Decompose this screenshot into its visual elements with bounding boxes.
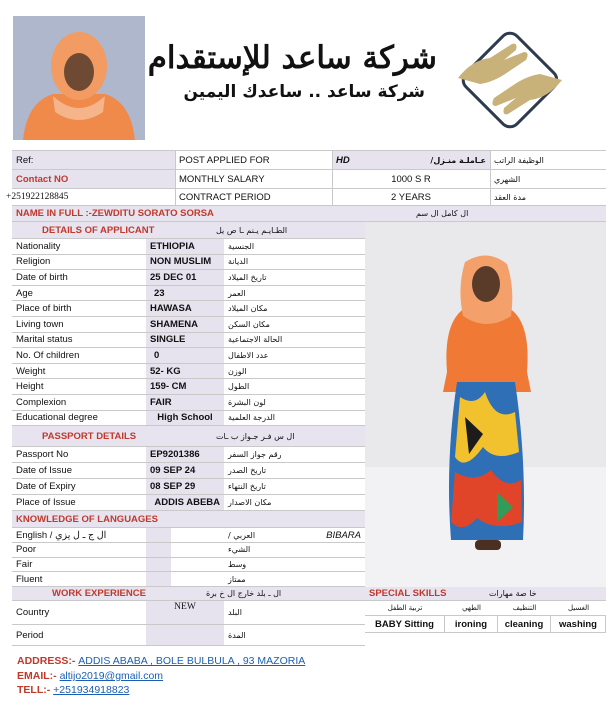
skill-ar-label: التنظيف <box>512 604 537 612</box>
passport-label: Date of Issue <box>16 465 72 476</box>
info-row-contract <box>6 189 606 206</box>
details-title-row <box>12 222 365 239</box>
work-title-ar: ال ـ بلد خارج ال خ برة <box>206 589 282 598</box>
passport-ar-label: رقم جواز السفر <box>228 450 282 459</box>
skill-item: ironing <box>445 615 498 633</box>
tel-value[interactable]: +251934918823 <box>53 684 130 696</box>
details-row <box>12 239 365 255</box>
footer-address <box>17 655 305 667</box>
passport-value: EP9201386 <box>146 447 224 462</box>
contract-label: CONTRACT PERIOD <box>179 191 271 203</box>
details-value: 0 <box>146 348 224 363</box>
details-ar-label: الطول <box>228 382 250 392</box>
details-row <box>12 333 365 349</box>
details-row <box>12 317 365 333</box>
work-country-ar: البلد <box>228 608 242 617</box>
salary-ar-label: الشهري <box>494 174 521 184</box>
post-value-ar: عـاملـة منـزل/ <box>430 155 486 165</box>
passport-label: Date of Expiry <box>16 481 76 492</box>
work-country-row <box>12 601 365 625</box>
work-country-value: NEW <box>146 601 224 624</box>
language-level-ar: وسط <box>228 560 247 570</box>
work-period-row <box>12 625 365 646</box>
details-row <box>12 286 365 302</box>
company-slogan-arabic: شركة ساعد .. ساعدك اليمين <box>183 82 425 102</box>
details-ar-label: الحالة الاجتماعية <box>228 335 283 345</box>
language-level-check <box>146 558 171 572</box>
details-row <box>12 379 365 395</box>
details-title-ar: الطـايـم يـنم ـا ص يل <box>216 225 288 235</box>
info-row-post <box>12 150 606 170</box>
post-ar-label: الوظيفة الراتب <box>494 155 544 165</box>
passport-value: 09 SEP 24 <box>146 463 224 478</box>
language-level-row <box>12 558 365 573</box>
passport-row <box>12 463 365 479</box>
details-label: Place of birth <box>16 303 72 315</box>
details-value: NON MUSLIM <box>146 255 224 270</box>
details-value: SHAMENA <box>146 317 224 332</box>
work-period-ar: المدة <box>228 630 246 640</box>
details-value: HAWASA <box>146 301 224 316</box>
details-row <box>12 301 365 317</box>
skill-ar-label: الطهي <box>462 604 481 612</box>
language-level-label: Fluent <box>16 573 43 585</box>
work-title-row <box>12 587 365 601</box>
languages-title-row <box>12 511 365 528</box>
skill-ar-label: تربية الطفل <box>387 604 423 612</box>
work-period-label: Period <box>16 629 44 641</box>
languages-title: KNOWLEDGE OF LANGUAGES <box>16 513 158 525</box>
language-row-header <box>12 528 365 543</box>
contract-value: 2 YEARS <box>391 191 431 203</box>
passport-title: PASSPORT DETAILS <box>42 430 137 442</box>
work-title: WORK EXPERIENCE <box>52 588 146 599</box>
language-level-check <box>146 572 171 586</box>
details-row <box>12 270 365 286</box>
details-label: Religion <box>16 256 51 268</box>
details-value: 25 DEC 01 <box>146 270 224 285</box>
post-value-en: HD <box>336 154 350 166</box>
details-row <box>12 255 365 271</box>
language-arabic <box>224 528 365 542</box>
details-ar-label: مكان الميلاد <box>228 304 268 314</box>
tel-label: TELL:- <box>17 684 51 696</box>
passport-row <box>12 479 365 495</box>
language-level-check <box>146 543 171 557</box>
details-ar-label: تاريخ الميلاد <box>228 272 267 282</box>
info-row-salary <box>12 170 606 189</box>
details-row <box>12 411 365 427</box>
details-label: Complexion <box>16 396 67 408</box>
work-country-label: Country <box>16 607 50 618</box>
passport-ar-label: تاريخ النتهاء <box>228 482 266 491</box>
details-ar-label: الديانة <box>228 257 249 267</box>
details-row <box>12 364 365 380</box>
details-label: Weight <box>16 365 46 377</box>
language-level-row <box>12 543 365 558</box>
passport-value: ADDIS ABEBA <box>146 495 224 510</box>
passport-title-ar: ال س فـر جـواز ب ـات <box>216 431 295 441</box>
details-row <box>12 348 365 364</box>
language-arabic-value: BIBARA <box>326 529 361 541</box>
applicant-portrait-photo <box>13 16 145 140</box>
details-ar-label: الجنسية <box>228 241 255 251</box>
details-ar-label: الوزن <box>228 366 247 376</box>
details-value: High School <box>146 411 224 426</box>
address-value: ADDIS ABABA , BOLE BULBULA , 93 MAZORIA <box>78 655 306 667</box>
ref-label: Ref: <box>12 151 175 169</box>
contract-ar-label: مدة العقد <box>494 192 526 202</box>
skill-item: BABY Sitting <box>365 615 445 633</box>
details-ar-label: مكان السكن <box>228 319 270 329</box>
email-label: EMAIL:- <box>17 670 57 682</box>
details-ar-label: عدد الاطفال <box>228 350 269 360</box>
skills-title-row <box>365 587 606 601</box>
language-level-ar: ممتاز <box>228 574 246 584</box>
language-level-row <box>12 572 365 587</box>
details-value: 52- KG <box>146 364 224 379</box>
passport-row <box>12 495 365 511</box>
hands-logo-icon <box>450 22 570 140</box>
name-row <box>12 206 606 222</box>
skill-item: washing <box>551 615 606 633</box>
applicant-full-photo <box>365 222 606 587</box>
details-ar-label: العمر <box>228 288 246 298</box>
skills-title-ar: خا صة مهارات <box>489 589 537 598</box>
language-english-label: English / ال ج ـ ل يزي <box>16 529 107 541</box>
details-label: Date of birth <box>16 271 68 283</box>
details-value: SINGLE <box>146 333 224 348</box>
details-value: ETHIOPIA <box>146 239 224 254</box>
details-value: FAIR <box>146 395 224 410</box>
post-label: POST APPLIED FOR <box>179 154 270 166</box>
details-label: Living town <box>16 318 64 330</box>
passport-value: 08 SEP 29 <box>146 479 224 494</box>
passport-label: Place of Issue <box>16 497 76 508</box>
full-name-ar-label: ال كامل ال سم <box>416 209 469 218</box>
contact-value: +251922128845 <box>6 192 69 202</box>
details-label: No. Of children <box>16 349 80 361</box>
details-title: DETAILS OF APPLICANT <box>42 224 155 236</box>
passport-label: Passport No <box>16 449 69 460</box>
details-label: Nationality <box>16 240 61 252</box>
language-arabic-label: العربي / <box>228 530 256 540</box>
salary-value: 1000 S R <box>391 173 431 185</box>
details-label: Educational degree <box>16 412 98 424</box>
details-ar-label: لون البشرة <box>228 397 266 407</box>
skill-ar-label: الغسيل <box>567 604 590 612</box>
skills-title: SPECIAL SKILLS <box>369 588 447 599</box>
company-name-arabic: شركة ساعد للإستقدام <box>147 40 437 76</box>
post-value <box>332 151 490 169</box>
details-row <box>12 395 365 411</box>
email-value[interactable]: altijo2019@gmail.com <box>59 670 164 682</box>
details-label: Age <box>16 287 33 299</box>
address-label: ADDRESS:- <box>17 655 76 667</box>
details-value: 23 <box>146 286 224 301</box>
salary-label: MONTHLY SALARY <box>179 173 265 185</box>
footer-tel <box>17 684 129 696</box>
language-level-label: Poor <box>16 544 37 556</box>
details-ar-label: الدرجة العلمية <box>228 413 275 423</box>
details-label: Marital status <box>16 334 73 346</box>
details-label: Height <box>16 381 44 393</box>
contact-label: Contact NO <box>12 170 175 188</box>
passport-title-row <box>12 426 365 447</box>
passport-row <box>12 447 365 463</box>
footer-email <box>17 670 163 682</box>
language-level-ar: الشيء <box>228 545 251 555</box>
passport-ar-label: تاريخ الصدر <box>228 466 267 475</box>
details-value: 159- CM <box>146 379 224 394</box>
full-name: NAME IN FULL :-ZEWDITU SORATO SORSA <box>16 208 214 219</box>
passport-ar-label: مكان الاصدار <box>228 498 272 507</box>
skill-item: cleaning <box>498 615 551 633</box>
language-level-label: Fair <box>16 559 33 571</box>
